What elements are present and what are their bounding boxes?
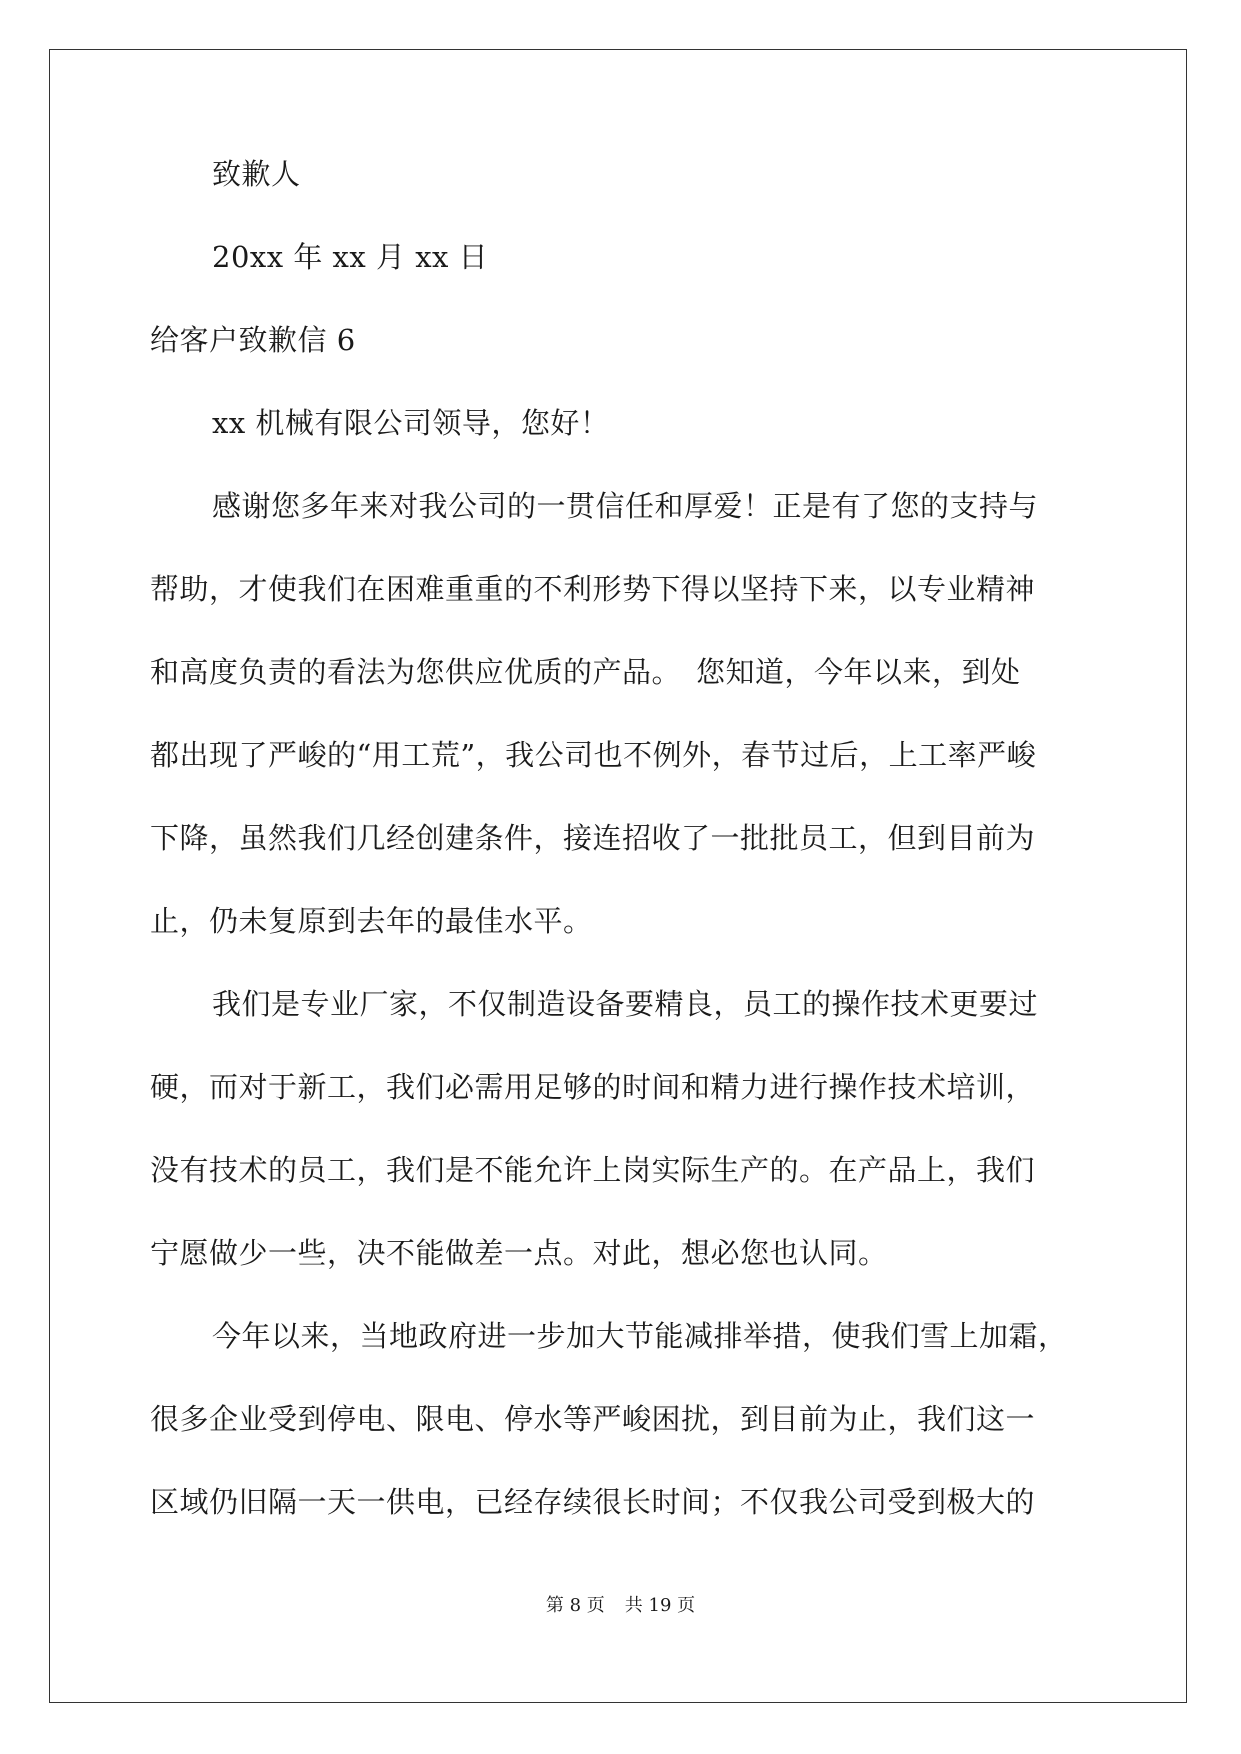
page-footer — [0, 1594, 1241, 1618]
paragraph-line: 硬，而对于新工，我们必需用足够的时间和精力进行操作技术培训， — [150, 1070, 1036, 1104]
paragraph-line: 都出现了严峻的“用工荒”，我公司也不例外，春节过后，上工率严峻 — [150, 738, 1037, 772]
paragraph-line: 下降，虽然我们几经创建条件，接连招收了一批批员工，但到目前为 — [150, 821, 1036, 855]
signature-line: 致歉人 — [212, 157, 301, 191]
paragraph-line: 止，仍未复原到去年的最佳水平。 — [150, 904, 593, 938]
paragraph-line: 帮助，才使我们在困难重重的不利形势下得以坚持下来，以专业精神 — [150, 572, 1036, 606]
paragraph-line: 宁愿做少一些，决不能做差一点。对此，想必您也认同。 — [150, 1236, 888, 1270]
paragraph-line: 很多企业受到停电、限电、停水等严峻困扰，到目前为止，我们这一 — [150, 1402, 1036, 1436]
section-title: 给客户致歉信 6 — [150, 323, 356, 357]
page-total: 共 19 页 — [624, 1595, 696, 1616]
paragraph-line: 区域仍旧隔一天一供电，已经存续很长时间；不仅我公司受到极大的 — [150, 1485, 1036, 1519]
page-number: 第 8 页 — [545, 1595, 605, 1616]
paragraph-line: 没有技术的员工，我们是不能允许上岗实际生产的。在产品上，我们 — [150, 1153, 1036, 1187]
date-line: 20xx 年 xx 月 xx 日 — [212, 240, 489, 274]
salutation: xx 机械有限公司领导，您好！ — [212, 406, 610, 440]
paragraph-line: 今年以来，当地政府进一步加大节能减排举措，使我们雪上加霜， — [212, 1319, 1068, 1353]
paragraph-line: 我们是专业厂家，不仅制造设备要精良，员工的操作技术更要过 — [212, 987, 1039, 1021]
page-border — [49, 49, 1187, 1703]
paragraph-line: 和高度负责的看法为您供应优质的产品。 您知道，今年以来，到处 — [150, 655, 1021, 689]
paragraph-line: 感谢您多年来对我公司的一贯信任和厚爱！正是有了您的支持与 — [212, 489, 1039, 523]
